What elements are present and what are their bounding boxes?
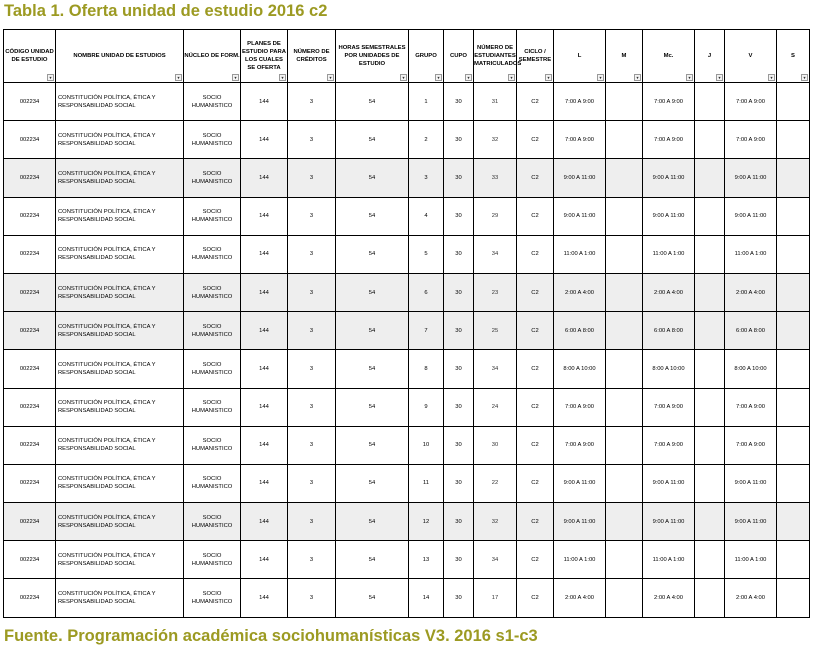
header-s [777,30,810,83]
header-nucleo [184,30,241,83]
cell-codigo: 002234 [4,503,56,541]
cell-s [777,121,810,159]
cell-grupo: 7 [409,312,444,350]
cell-planes: 144 [241,350,288,388]
cell-matriculados: 24 [474,388,517,426]
table-row [4,273,810,311]
cell-horas: 54 [336,197,409,235]
cell-s [777,197,810,235]
cell-j [695,541,725,579]
cell-horas: 54 [336,83,409,121]
cell-nombre: CONSTITUCIÓN POLÍTICA, ÉTICA Y RESPONSABILIDAD SOCIAL [56,426,184,464]
cell-nucleo: SOCIO HUMANISTICO [184,197,241,235]
cell-m [606,388,643,426]
cell-s [777,83,810,121]
header-ciclo [517,30,554,83]
cell-nucleo: SOCIO HUMANISTICO [184,541,241,579]
cell-grupo: 11 [409,464,444,502]
cell-planes: 144 [241,464,288,502]
cell-nombre: CONSTITUCIÓN POLÍTICA, ÉTICA Y RESPONSABILIDAD SOCIAL [56,83,184,121]
cell-j [695,464,725,502]
header-codigo [4,30,56,83]
header-j [695,30,725,83]
filter-dropdown-icon[interactable]: ▾ [232,74,239,81]
cell-mc: 2:00 A 4:00 [643,579,695,617]
header-label: HORAS SEMESTRALES POR UNIDADES DE ESTUDIO [338,45,406,67]
cell-s [777,350,810,388]
cell-nombre: CONSTITUCIÓN POLÍTICA, ÉTICA Y RESPONSABILIDAD SOCIAL [56,464,184,502]
cell-creditos: 3 [288,579,336,617]
cell-cupo: 30 [444,273,474,311]
cell-m [606,312,643,350]
header-label: V [748,53,753,59]
cell-nombre: CONSTITUCIÓN POLÍTICA, ÉTICA Y RESPONSABILIDAD SOCIAL [56,197,184,235]
cell-nucleo: SOCIO HUMANISTICO [184,388,241,426]
filter-dropdown-icon[interactable]: ▾ [508,74,515,81]
header-label: CÓDIGO UNIDAD DE ESTUDIO [5,49,54,63]
cell-creditos: 3 [288,159,336,197]
cell-grupo: 1 [409,83,444,121]
cell-nucleo: SOCIO HUMANISTICO [184,579,241,617]
cell-nucleo: SOCIO HUMANISTICO [184,350,241,388]
cell-v: 7:00 A 9:00 [725,121,777,159]
cell-v: 2:00 A 4:00 [725,579,777,617]
cell-l: 7:00 A 9:00 [554,388,606,426]
cell-grupo: 12 [409,503,444,541]
header-creditos [288,30,336,83]
cell-l: 9:00 A 11:00 [554,197,606,235]
filter-dropdown-icon[interactable]: ▾ [597,74,604,81]
cell-l: 8:00 A 10:00 [554,350,606,388]
header-planes [241,30,288,83]
cell-creditos: 3 [288,350,336,388]
cell-cupo: 30 [444,579,474,617]
cell-nucleo: SOCIO HUMANISTICO [184,159,241,197]
cell-planes: 144 [241,121,288,159]
cell-horas: 54 [336,579,409,617]
cell-ciclo: C2 [517,312,554,350]
cell-horas: 54 [336,273,409,311]
filter-dropdown-icon[interactable]: ▾ [47,74,54,81]
cell-v: 9:00 A 11:00 [725,159,777,197]
cell-s [777,159,810,197]
cell-m [606,121,643,159]
filter-dropdown-icon[interactable]: ▾ [686,74,693,81]
cell-nucleo: SOCIO HUMANISTICO [184,426,241,464]
cell-ciclo: C2 [517,426,554,464]
cell-j [695,388,725,426]
cell-j [695,426,725,464]
cell-planes: 144 [241,235,288,273]
header-label: GRUPO [415,53,437,59]
cell-cupo: 30 [444,503,474,541]
cell-cupo: 30 [444,83,474,121]
cell-cupo: 30 [444,235,474,273]
header-label: NÚCLEO DE FORM. [184,53,240,59]
cell-matriculados: 25 [474,312,517,350]
cell-ciclo: C2 [517,541,554,579]
cell-l: 7:00 A 9:00 [554,121,606,159]
cell-m [606,464,643,502]
cell-j [695,83,725,121]
cell-cupo: 30 [444,350,474,388]
cell-mc: 2:00 A 4:00 [643,273,695,311]
cell-matriculados: 22 [474,464,517,502]
header-label: M [621,53,627,59]
cell-codigo: 002234 [4,541,56,579]
cell-ciclo: C2 [517,388,554,426]
filter-dropdown-icon[interactable]: ▾ [435,74,442,81]
cell-mc: 9:00 A 11:00 [643,464,695,502]
cell-v: 9:00 A 11:00 [725,464,777,502]
cell-ciclo: C2 [517,464,554,502]
cell-codigo: 002234 [4,159,56,197]
cell-creditos: 3 [288,83,336,121]
cell-planes: 144 [241,197,288,235]
cell-v: 6:00 A 8:00 [725,312,777,350]
cell-grupo: 14 [409,579,444,617]
course-offer-table [3,29,810,618]
header-label: NÚMERO DE CRÉDITOS [293,49,330,63]
cell-v: 7:00 A 9:00 [725,426,777,464]
cell-planes: 144 [241,503,288,541]
cell-s [777,503,810,541]
cell-j [695,197,725,235]
cell-cupo: 30 [444,197,474,235]
cell-matriculados: 34 [474,235,517,273]
filter-dropdown-icon[interactable]: ▾ [768,74,775,81]
cell-horas: 54 [336,426,409,464]
table-row [4,579,810,617]
header-v [725,30,777,83]
cell-j [695,121,725,159]
cell-codigo: 002234 [4,350,56,388]
cell-ciclo: C2 [517,83,554,121]
cell-grupo: 2 [409,121,444,159]
cell-m [606,197,643,235]
cell-codigo: 002234 [4,426,56,464]
cell-s [777,541,810,579]
cell-creditos: 3 [288,388,336,426]
cell-ciclo: C2 [517,503,554,541]
table-row [4,388,810,426]
cell-creditos: 3 [288,464,336,502]
table-body [4,83,810,618]
cell-nombre: CONSTITUCIÓN POLÍTICA, ÉTICA Y RESPONSABILIDAD SOCIAL [56,121,184,159]
cell-s [777,579,810,617]
header-l [554,30,606,83]
cell-nombre: CONSTITUCIÓN POLÍTICA, ÉTICA Y RESPONSABILIDAD SOCIAL [56,350,184,388]
cell-m [606,273,643,311]
header-label: CUPO [449,53,468,59]
table-row [4,503,810,541]
cell-s [777,388,810,426]
cell-codigo: 002234 [4,83,56,121]
cell-grupo: 3 [409,159,444,197]
header-label: L [577,53,582,59]
cell-planes: 144 [241,579,288,617]
cell-planes: 144 [241,312,288,350]
cell-matriculados: 30 [474,426,517,464]
cell-horas: 54 [336,464,409,502]
cell-j [695,579,725,617]
cell-l: 2:00 A 4:00 [554,273,606,311]
header-horas [336,30,409,83]
cell-planes: 144 [241,541,288,579]
cell-creditos: 3 [288,312,336,350]
cell-mc: 7:00 A 9:00 [643,83,695,121]
cell-ciclo: C2 [517,235,554,273]
cell-j [695,350,725,388]
cell-nucleo: SOCIO HUMANISTICO [184,312,241,350]
cell-s [777,312,810,350]
cell-m [606,503,643,541]
cell-horas: 54 [336,388,409,426]
cell-ciclo: C2 [517,350,554,388]
cell-creditos: 3 [288,426,336,464]
cell-horas: 54 [336,312,409,350]
cell-nombre: CONSTITUCIÓN POLÍTICA, ÉTICA Y RESPONSABILIDAD SOCIAL [56,541,184,579]
cell-l: 11:00 A 1:00 [554,235,606,273]
cell-j [695,235,725,273]
cell-mc: 11:00 A 1:00 [643,235,695,273]
cell-nombre: CONSTITUCIÓN POLÍTICA, ÉTICA Y RESPONSABILIDAD SOCIAL [56,235,184,273]
cell-planes: 144 [241,388,288,426]
cell-l: 7:00 A 9:00 [554,83,606,121]
cell-planes: 144 [241,273,288,311]
cell-ciclo: C2 [517,159,554,197]
table-row [4,312,810,350]
filter-dropdown-icon[interactable]: ▾ [175,74,182,81]
cell-mc: 8:00 A 10:00 [643,350,695,388]
cell-l: 6:00 A 8:00 [554,312,606,350]
cell-nombre: CONSTITUCIÓN POLÍTICA, ÉTICA Y RESPONSABILIDAD SOCIAL [56,312,184,350]
cell-j [695,159,725,197]
table-row [4,426,810,464]
cell-nucleo: SOCIO HUMANISTICO [184,503,241,541]
header-label: PLANES DE ESTUDIO PARA LOS CUALES SE OFERTA [241,41,287,71]
cell-mc: 9:00 A 11:00 [643,159,695,197]
table-row [4,235,810,273]
cell-v: 7:00 A 9:00 [725,388,777,426]
cell-horas: 54 [336,121,409,159]
cell-matriculados: 31 [474,83,517,121]
cell-grupo: 6 [409,273,444,311]
cell-planes: 144 [241,83,288,121]
cell-horas: 54 [336,350,409,388]
filter-dropdown-icon[interactable]: ▾ [716,74,723,81]
cell-v: 11:00 A 1:00 [725,235,777,273]
cell-m [606,579,643,617]
cell-grupo: 10 [409,426,444,464]
cell-cupo: 30 [444,388,474,426]
cell-codigo: 002234 [4,197,56,235]
cell-grupo: 8 [409,350,444,388]
cell-nucleo: SOCIO HUMANISTICO [184,121,241,159]
cell-cupo: 30 [444,121,474,159]
cell-codigo: 002234 [4,388,56,426]
cell-codigo: 002234 [4,235,56,273]
cell-planes: 144 [241,159,288,197]
filter-dropdown-icon[interactable]: ▾ [465,74,472,81]
header-nombre [56,30,184,83]
header-cupo [444,30,474,83]
cell-ciclo: C2 [517,579,554,617]
cell-codigo: 002234 [4,121,56,159]
header-label: J [707,53,712,59]
cell-horas: 54 [336,159,409,197]
header-grupo [409,30,444,83]
cell-j [695,273,725,311]
cell-cupo: 30 [444,159,474,197]
cell-cupo: 30 [444,312,474,350]
cell-cupo: 30 [444,426,474,464]
cell-matriculados: 33 [474,159,517,197]
cell-l: 2:00 A 4:00 [554,579,606,617]
cell-matriculados: 34 [474,350,517,388]
cell-grupo: 4 [409,197,444,235]
table-source: Fuente. Programación académica sociohumanísticas V3. 2016 s1-c3 [4,627,538,645]
table-row [4,197,810,235]
table-row [4,541,810,579]
table-row [4,464,810,502]
cell-creditos: 3 [288,197,336,235]
cell-codigo: 002234 [4,579,56,617]
cell-nombre: CONSTITUCIÓN POLÍTICA, ÉTICA Y RESPONSABILIDAD SOCIAL [56,159,184,197]
cell-m [606,235,643,273]
cell-ciclo: C2 [517,197,554,235]
cell-creditos: 3 [288,121,336,159]
cell-cupo: 30 [444,541,474,579]
cell-nucleo: SOCIO HUMANISTICO [184,464,241,502]
cell-grupo: 13 [409,541,444,579]
cell-matriculados: 34 [474,541,517,579]
cell-v: 9:00 A 11:00 [725,503,777,541]
cell-horas: 54 [336,235,409,273]
table-row [4,159,810,197]
cell-l: 9:00 A 11:00 [554,159,606,197]
header-label: CICLO / SEMESTRE [518,49,552,63]
cell-v: 11:00 A 1:00 [725,541,777,579]
filter-dropdown-icon[interactable]: ▾ [279,74,286,81]
cell-mc: 7:00 A 9:00 [643,388,695,426]
cell-v: 2:00 A 4:00 [725,273,777,311]
cell-mc: 7:00 A 9:00 [643,121,695,159]
header-mc [643,30,695,83]
cell-matriculados: 32 [474,121,517,159]
cell-mc: 11:00 A 1:00 [643,541,695,579]
filter-dropdown-icon[interactable]: ▾ [545,74,552,81]
table-row [4,83,810,121]
cell-s [777,273,810,311]
cell-matriculados: 17 [474,579,517,617]
cell-nombre: CONSTITUCIÓN POLÍTICA, ÉTICA Y RESPONSABILIDAD SOCIAL [56,503,184,541]
cell-v: 7:00 A 9:00 [725,83,777,121]
table-title: Tabla 1. Oferta unidad de estudio 2016 c2 [4,2,328,20]
cell-m [606,350,643,388]
cell-mc: 9:00 A 11:00 [643,503,695,541]
cell-matriculados: 29 [474,197,517,235]
cell-codigo: 002234 [4,464,56,502]
cell-m [606,426,643,464]
cell-creditos: 3 [288,503,336,541]
cell-j [695,312,725,350]
cell-j [695,503,725,541]
cell-s [777,235,810,273]
cell-v: 9:00 A 11:00 [725,197,777,235]
cell-s [777,426,810,464]
filter-dropdown-icon[interactable]: ▾ [634,74,641,81]
cell-horas: 54 [336,541,409,579]
cell-creditos: 3 [288,273,336,311]
cell-matriculados: 23 [474,273,517,311]
cell-nombre: CONSTITUCIÓN POLÍTICA, ÉTICA Y RESPONSABILIDAD SOCIAL [56,579,184,617]
cell-l: 9:00 A 11:00 [554,503,606,541]
cell-ciclo: C2 [517,121,554,159]
cell-nucleo: SOCIO HUMANISTICO [184,83,241,121]
cell-v: 8:00 A 10:00 [725,350,777,388]
header-label: Mc. [663,53,674,59]
cell-nombre: CONSTITUCIÓN POLÍTICA, ÉTICA Y RESPONSABILIDAD SOCIAL [56,273,184,311]
cell-codigo: 002234 [4,312,56,350]
table-row [4,121,810,159]
cell-nucleo: SOCIO HUMANISTICO [184,273,241,311]
header-label: NÚMERO DE ESTUDIANTES MATRICULADOS [474,45,522,67]
cell-m [606,159,643,197]
filter-dropdown-icon[interactable]: ▾ [801,74,808,81]
cell-creditos: 3 [288,235,336,273]
cell-matriculados: 32 [474,503,517,541]
cell-l: 7:00 A 9:00 [554,426,606,464]
filter-dropdown-icon[interactable]: ▾ [327,74,334,81]
cell-grupo: 9 [409,388,444,426]
cell-m [606,83,643,121]
cell-mc: 7:00 A 9:00 [643,426,695,464]
header-row [4,30,810,83]
header-m [606,30,643,83]
cell-codigo: 002234 [4,273,56,311]
cell-mc: 6:00 A 8:00 [643,312,695,350]
header-label: S [791,53,795,59]
cell-cupo: 30 [444,464,474,502]
cell-grupo: 5 [409,235,444,273]
cell-nombre: CONSTITUCIÓN POLÍTICA, ÉTICA Y RESPONSABILIDAD SOCIAL [56,388,184,426]
header-matriculados [474,30,522,83]
cell-nucleo: SOCIO HUMANISTICO [184,235,241,273]
cell-ciclo: C2 [517,273,554,311]
cell-horas: 54 [336,503,409,541]
cell-l: 11:00 A 1:00 [554,541,606,579]
cell-m [606,541,643,579]
cell-planes: 144 [241,426,288,464]
table-row [4,350,810,388]
filter-dropdown-icon[interactable]: ▾ [400,74,407,81]
cell-s [777,464,810,502]
cell-mc: 9:00 A 11:00 [643,197,695,235]
cell-l: 9:00 A 11:00 [554,464,606,502]
header-label: NOMBRE UNIDAD DE ESTUDIOS [73,53,166,59]
cell-creditos: 3 [288,541,336,579]
